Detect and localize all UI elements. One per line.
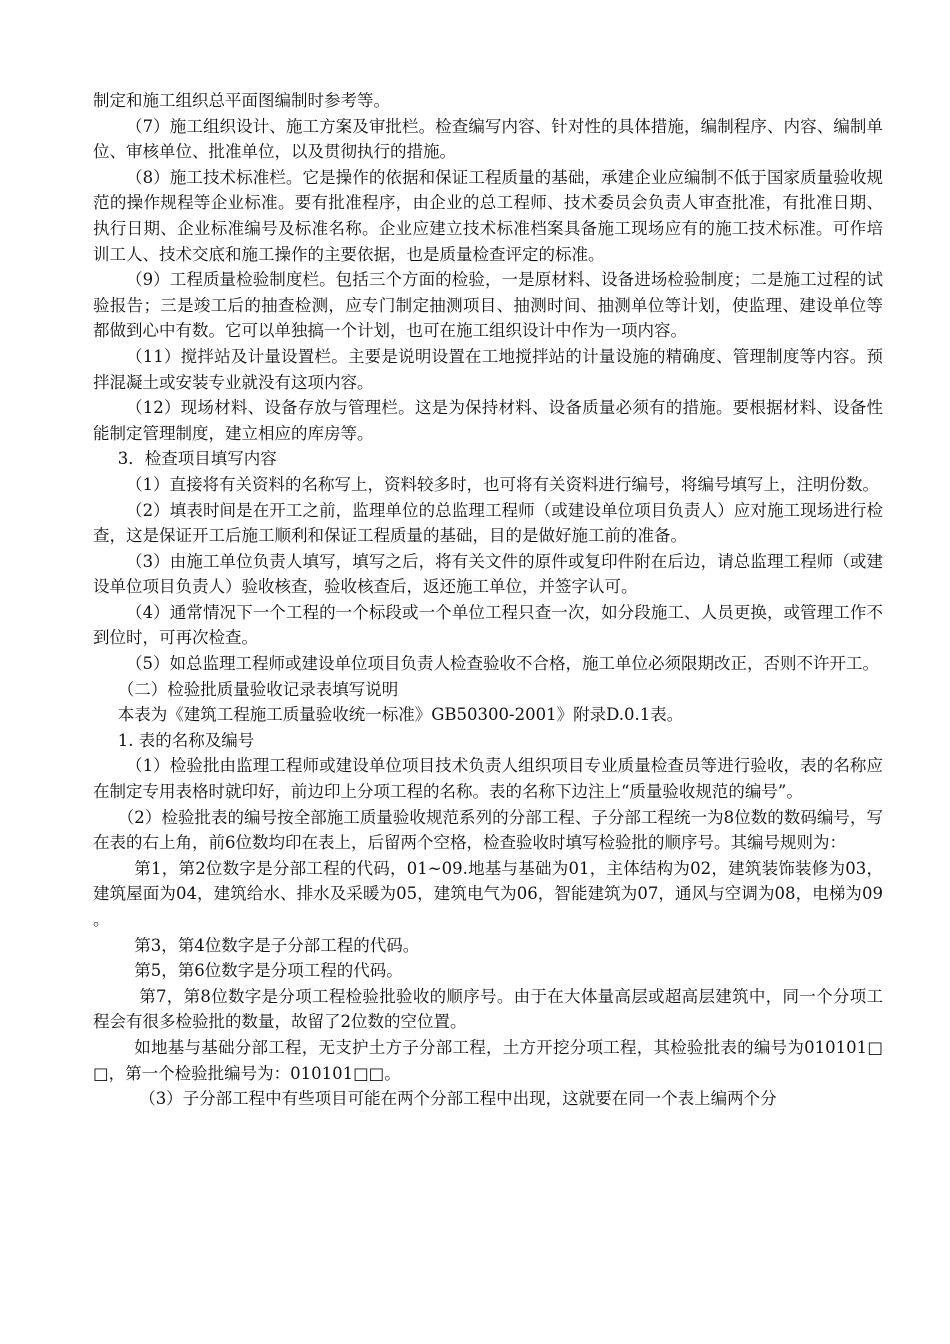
paragraph: 本表为《建筑工程施工质量验收统一标准》GB50300-2001》附录D.0.1表。 xyxy=(117,705,684,725)
paragraph: 第7，第8位数字是分项工程检验批验收的顺序号。由于在大体量高层或超高层建筑中，同一个分项工程会有很多检验批的数量，故留了2位数的空位置。 xyxy=(93,986,883,1032)
paragraph: （2）填表时间是在开工之前，监理单位的总监理工程师（或建设单位项目负责人）应对施工现场进行检查，这是保证开工后施工顺利和保证工程质量的基础，目的是做好施工前的准备。 xyxy=(93,500,883,546)
paragraph: （7）施工组织设计、施工方案及审批栏。检查编写内容、针对性的具体措施，编制程序、内容、编制单位、审核单位、批准单位，以及贯彻执行的措施。 xyxy=(93,116,883,162)
paragraph: （9）工程质量检验制度栏。包括三个方面的检验，一是原材料、设备进场检验制度；二是施工过程的试验报告；三是竣工后的抽查检测，应专门制定抽测项目、抽测时间、抽测单位等计划，使监理、建设单位等都做到心中有数。它可以单独搞一个计划，也可在施工组织设计中作为一项内容。 xyxy=(93,270,883,341)
paragraph: 制定和施工组织总平面图编制时参考等。 xyxy=(93,91,390,110)
paragraph: （4）通常情况下一个工程的一个标段或一个单位工程只查一次，如分段施工、人员更换，或管理工作不到位时，可再次检查。 xyxy=(93,602,883,648)
paragraph: （3）由施工单位负责人填写，填写之后，将有关文件的原件或复印件附在后边，请总监理工程师（或建设单位项目负责人）验收核查，验收核查后，返还施工单位，并签字认可。 xyxy=(93,551,883,597)
paragraph: （11）搅拌站及计量设置栏。主要是说明设置在工地搅拌站的计量设施的精确度、管理制度等内容。预拌混凝土或安装专业就没有这项内容。 xyxy=(93,346,883,392)
paragraph: （8）施工技术标准栏。它是操作的依据和保证工程质量的基础，承建企业应编制不低于国家质量验收规范的操作规程等企业标准。要有批准程序，由企业的总工程师、技术委员会负责人审查批准，有批准日期、执行日期、企业标准编号及标准名称。企业应建立技术标准档案具备施工现场应有的施工技术标准。可作培训工人、技术交底和施工操作的主要依据，也是质量检查评定的标准。 xyxy=(93,167,883,264)
paragraph: 如地基与基础分部工程，无支护土方子分部工程，土方开挖分项工程，其检验批表的编号为010101□□，第一个检验批编号为：010101□□。 xyxy=(93,1037,883,1083)
document-page xyxy=(93,88,883,1112)
paragraph: （1）直接将有关资料的名称写上，资料较多时，也可将有关资料进行编号，将编号填写上，注明份数。 xyxy=(126,474,879,494)
paragraph: （1）检验批由监理工程师或建设单位项目技术负责人组织项目专业质量检查员等进行验收，表的名称应在制定专用表格时就印好，前边印上分项工程的名称。表的名称下边注上“质量验收规范的编号”。 xyxy=(93,756,883,802)
paragraph: （2）检验批表的编号按全部施工质量验收规范系列的分部工程、子分部工程统一为8位数的数码编号，写在表的右上角，前6位数均印在表上，后留两个空格，检查验收时填写检验批的顺序号。其编号规则为： xyxy=(93,807,883,853)
paragraph: （3）子分部工程中有些项目可能在两个分部工程中出现，这就要在同一个表上编两个分 xyxy=(139,1089,777,1109)
section-heading: 3．检查项目填写内容 xyxy=(117,449,277,469)
paragraph: （12）现场材料、设备存放与管理栏。这是为保持材料、设备质量必须有的措施。要根据材料、设备性能制定管理制度，建立相应的库房等。 xyxy=(93,398,883,443)
paragraph: 第5，第6位数字是分项工程的代码。 xyxy=(134,961,403,981)
paragraph: 第3，第4位数字是子分部工程的代码。 xyxy=(134,935,420,955)
paragraph: 第1，第2位数字是分部工程的代码，01~09.地基与基础为01，主体结构为02，建筑装饰装修为03，建筑屋面为04，建筑给水、排水及采暖为05，建筑电气为06，智能建筑为07，通风与空调为08，电梯为09。 xyxy=(93,858,883,929)
paragraph: （5）如总监理工程师或建设单位项目负责人检查验收不合格，施工单位必须限期改正，否则不许开工。 xyxy=(126,654,879,674)
section-heading: 1. 表的名称及编号 xyxy=(117,730,255,750)
section-heading: （二）检验批质量验收记录表填写说明 xyxy=(117,679,399,699)
